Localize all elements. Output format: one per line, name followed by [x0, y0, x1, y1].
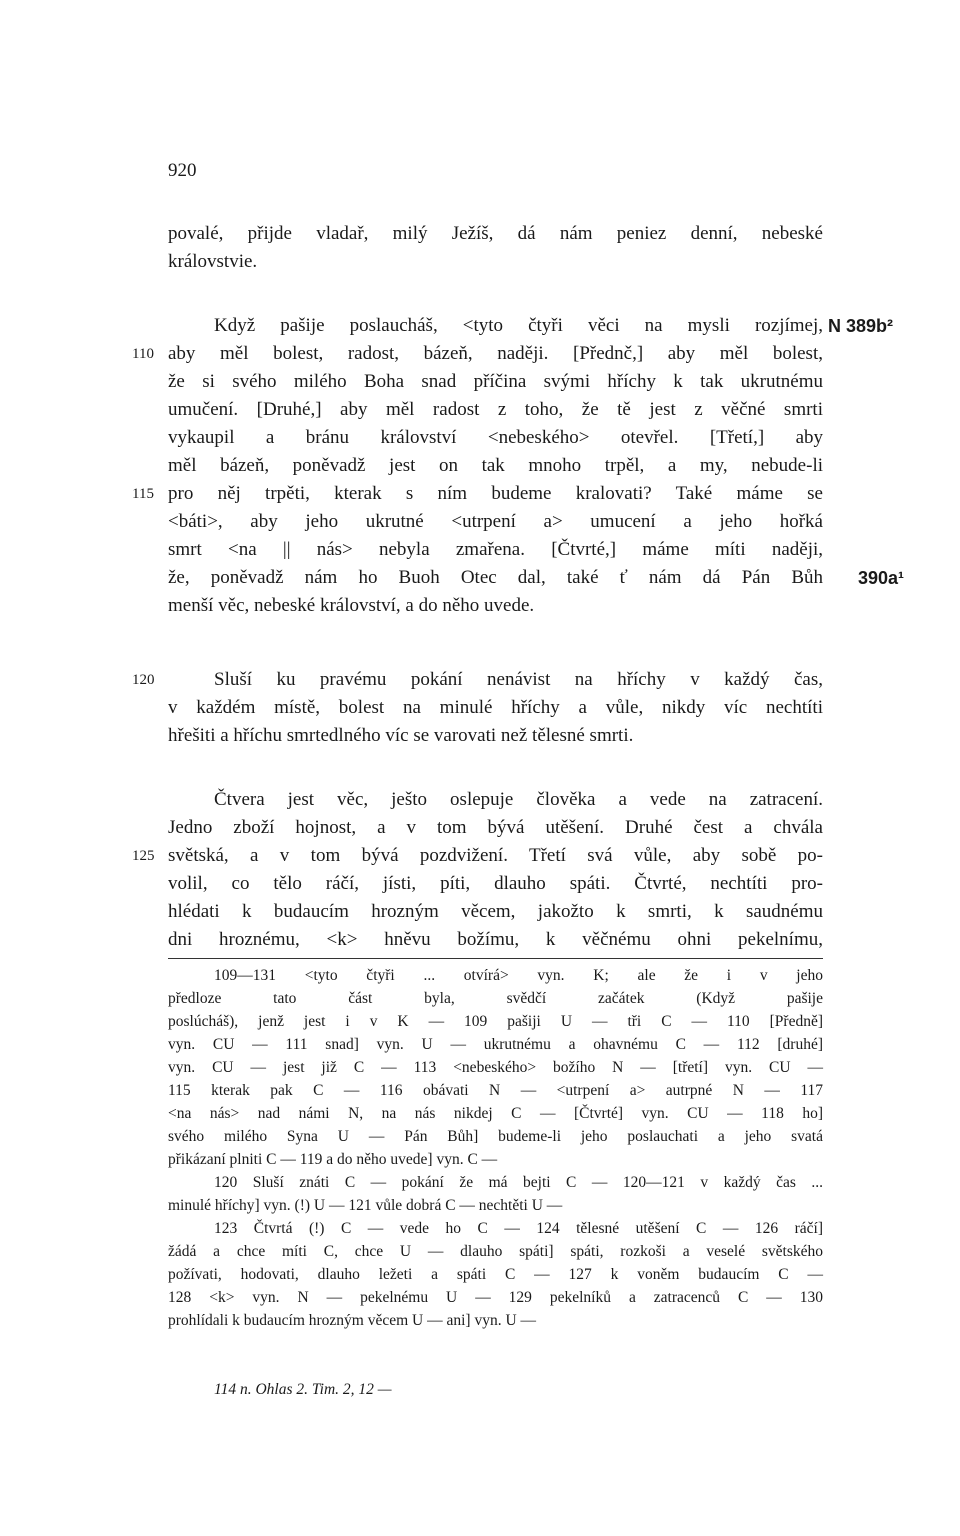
apparatus-line: přikázaní plniti C — 119 a do něho uvede] vyn. C —: [168, 1151, 498, 1168]
apparatus-line: poslúcháš), jenž jest i v K — 109 pašiji U — tři C — 110 [Předně]: [168, 1013, 823, 1030]
text-line: Sluší ku pravému pokání nenávist na hříchy v každý čas,: [214, 669, 823, 690]
text-line: hřešiti a hříchu smrtedlného víc se varovati než tělesné smrti.: [168, 725, 634, 746]
apparatus-line: 123 Čtvrtá (!) C — vede ho C — 124 tělesné utěšení C — 126 ráčí]: [214, 1220, 823, 1237]
apparatus-line: vyn. CU — jest již C — 113 <nebeského> božího N — [třetí] vyn. CU —: [168, 1059, 823, 1076]
citation-note: 114 n. Ohlas 2. Tim. 2, 12 —: [214, 1381, 392, 1398]
text-line: pro něj trpěti, kterak s ním budeme kralovati? Také máme se: [168, 483, 823, 504]
text-line: povalé, přijde vladař, milý Ježíš, dá nám peniez denní, nebeské: [168, 223, 823, 244]
apparatus-line: minulé hříchy] vyn. (!) U — 121 vůle dobrá C — nechtěti U —: [168, 1197, 563, 1214]
apparatus-line: 115 kterak pak C — 116 obávati N — <utrpení a> autrpné N — 117: [168, 1082, 823, 1099]
text-line: světská, a v tom bývá pozdvižení. Třetí svá vůle, aby sobě po-: [168, 845, 823, 866]
line-number-120: 120: [132, 672, 155, 688]
text-line: hlédati k budaucím hrozným věcem, jakožto k smrti, k saudnému: [168, 901, 823, 922]
apparatus-line: předloze tato část byla, svědčí začátek (Když pašije: [168, 990, 823, 1007]
apparatus-line: žádá a chce míti C, chce U — dlauho spáti] spáti, rozkoši a veselé světského: [168, 1243, 823, 1260]
apparatus-line: 109—131 <tyto čtyři ... otvírá> vyn. K; ale že i v jeho: [214, 967, 823, 984]
text-line: že, poněvadž nám ho Buoh Otec dal, také ť nám dá Pán Bůh: [168, 567, 823, 588]
text-line: Když pašije poslaucháš, <tyto čtyři věci na mysli rozjímej,: [214, 315, 823, 336]
apparatus-line: 128 <k> vyn. N — pekelnému U — 129 pekelníků a zatracenců C — 130: [168, 1289, 823, 1306]
text-line: smrt <na || nás> nebyla zmařena. [Čtvrté,] máme míti naději,: [168, 539, 823, 560]
line-number-115: 115: [132, 486, 154, 502]
text-line: dni hroznému, <k> hněvu božímu, k věčnému ohni pekelnímu,: [168, 929, 823, 950]
apparatus-divider: [168, 958, 823, 959]
apparatus-line: svého milého Syna U — Pán Bůh] budeme-li jeho poslauchati a jeho svatá: [168, 1128, 823, 1145]
text-line: v každém místě, bolest na minulé hříchy a vůle, nikdy víc nechtíti: [168, 697, 823, 718]
text-line: Jedno zboží hojnost, a v tom bývá utěšení. Druhé čest a chvála: [168, 817, 823, 838]
margin-ref-390a: 390a¹: [858, 568, 905, 588]
apparatus-line: požívati, hodovati, dlauho ležeti a spáti C — 127 k voněm budaucím C —: [168, 1266, 823, 1283]
page-number: 920: [168, 160, 197, 181]
text-line: menší věc, nebeské království, a do něho uvede.: [168, 595, 535, 616]
apparatus-line: 120 Sluší znáti C — pokání že má bejti C — 120—121 v každý čas ...: [214, 1174, 823, 1191]
text-line: umučení. [Druhé,] aby měl radost z toho, že tě jest z věčné smrti: [168, 399, 823, 420]
text-line: volil, co tělo ráčí, jísti, píti, dlauho spáti. Čtvrté, nechtíti pro-: [168, 873, 823, 894]
apparatus-line: vyn. CU — 111 snad] vyn. U — ukrutnému a ohavnému C — 112 [druhé]: [168, 1036, 823, 1053]
line-number-110: 110: [132, 346, 154, 362]
text-line: Čtvera jest věc, ješto oslepuje člověka a vede na zatracení.: [214, 789, 823, 810]
apparatus-line: prohlídali k budaucím hrozným věcem U — ani] vyn. U —: [168, 1312, 537, 1329]
text-line: měl bázeň, poněvadž jest on tak mnoho trpěl, a my, nebude-li: [168, 455, 823, 476]
margin-ref-389b: N 389b²: [828, 316, 894, 336]
text-line: <báti>, aby jeho ukrutné <utrpení a> umucení a jeho hořká: [168, 511, 823, 532]
text-line: královstvie.: [168, 251, 258, 272]
line-number-125: 125: [132, 848, 155, 864]
apparatus-line: <na nás> nad námi N, na nás nikdej C — [Čtvrté] vyn. CU — 118 ho]: [168, 1105, 823, 1122]
text-line: že si svého milého Boha snad příčina svými hříchy k tak ukrutnému: [168, 371, 823, 392]
text-line: aby měl bolest, radost, bázeň, naději. [Přednč,] aby měl bolest,: [168, 343, 823, 364]
text-line: vykaupil a bránu království <nebeského> otevřel. [Třetí,] aby: [168, 427, 823, 448]
